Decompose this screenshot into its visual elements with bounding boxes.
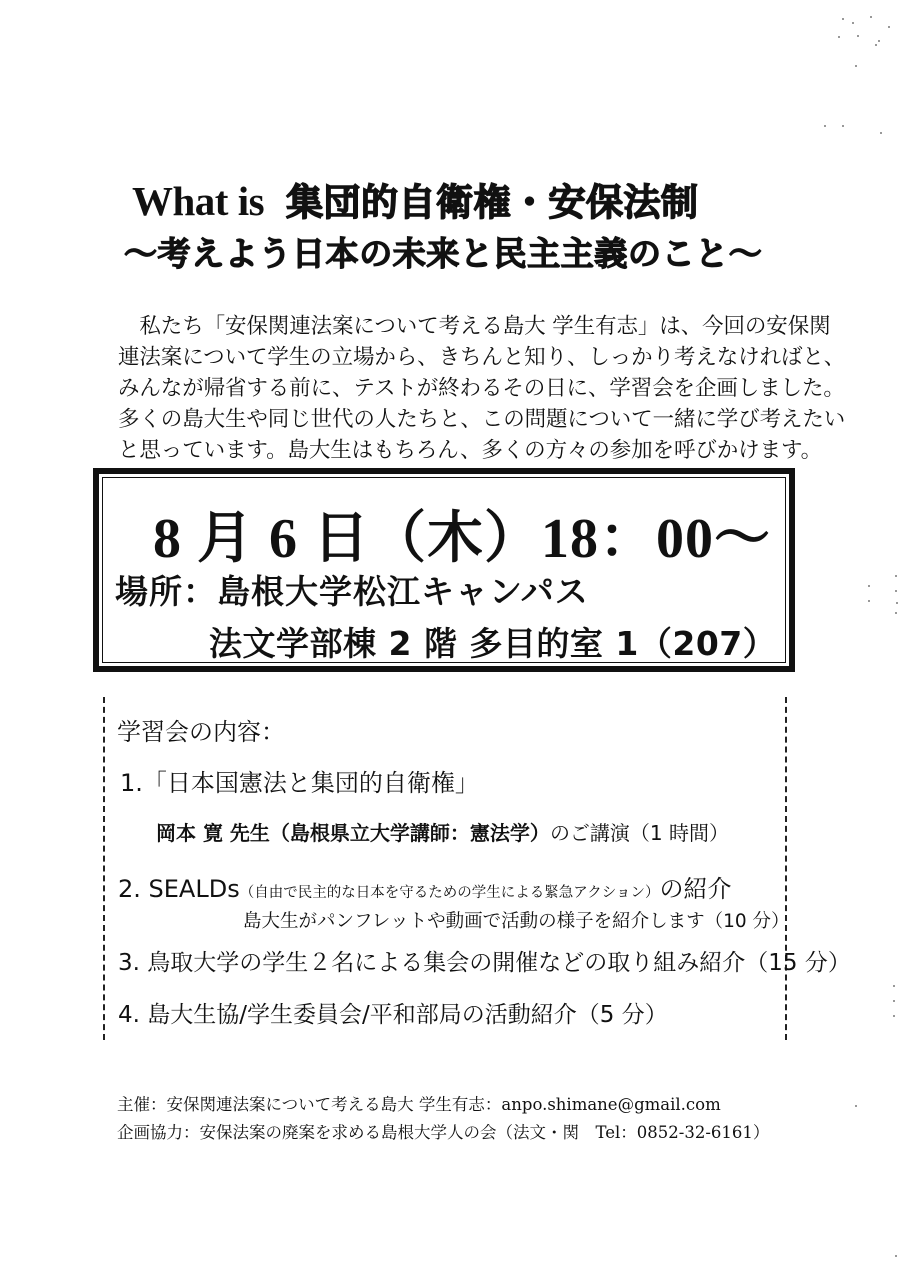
program-item-2 (118, 869, 731, 904)
scan-speck (895, 612, 897, 614)
program-right-dashed-border (785, 697, 787, 1040)
intro-line: みんなが帰省する前に、テストが終わるその日に、学習会を企画しました。 (118, 376, 845, 401)
sealds-full-name: （自由で民主的な日本を守るための学生による緊急アクション） (239, 885, 660, 901)
program-item-2-detail: 島大生がパンフレットや動画で活動の様子を紹介します（10 分） (243, 911, 790, 932)
intro-line: 多くの島大生や同じ世代の人たちと、この問題について一緒に学び考えたい (118, 407, 846, 432)
lecturer-info: 岡本 寛 先生（島根県立大学講師：憲法学） (156, 821, 550, 845)
scan-speck (875, 44, 877, 46)
scan-speck (855, 65, 857, 67)
event-venue: 場所：島根大学松江キャンパス (115, 572, 589, 611)
scan-speck (893, 1000, 895, 1002)
scan-speck (838, 36, 840, 38)
program-item-1-detail (156, 817, 729, 846)
document-subtitle: ～考えよう日本の未来と民主主義のこと～ (124, 234, 763, 273)
footer-credits (117, 1091, 769, 1147)
scan-speck (855, 1105, 857, 1107)
scan-speck (852, 22, 854, 24)
scan-speck (857, 35, 859, 37)
document-title (132, 172, 699, 222)
intro-line: 私たち「安保関連法案について考える島大 学生有志」は、今回の安保関 (118, 314, 831, 339)
program-left-dashed-border (103, 697, 105, 1040)
scan-speck (888, 26, 890, 28)
program-item-1: 1.「日本国憲法と集団的自衛権」 (120, 769, 479, 797)
scan-speck (824, 125, 826, 127)
scan-speck (868, 600, 870, 602)
program-item-4: 4. 島大生協/学生委員会/平和部局の活動紹介（5 分） (118, 1002, 668, 1028)
scan-speck (896, 602, 898, 604)
scan-speck (870, 16, 872, 18)
scan-speck (842, 18, 844, 20)
intro-line: 連法案について学生の立場から、きちんと知り、しっかり考えなければと、 (118, 345, 846, 370)
title-japanese: 集団的自衛権・安保法制 (286, 181, 699, 224)
event-info-box (93, 468, 795, 672)
program-heading: 学習会の内容： (117, 718, 285, 746)
scan-speck (895, 1255, 897, 1257)
event-room: 法文学部棟 2 階 多目的室 1（207） (209, 624, 777, 663)
scan-speck (868, 585, 870, 587)
program-item-3: 3. 鳥取大学の学生２名による集会の開催などの取り組み紹介（15 分） (118, 950, 851, 976)
cooperation-line: 企画協力：安保法案の廃案を求める島根大学人の会（法文・関 Tel：0852-32-6161） (117, 1123, 770, 1142)
organizer-line: 主催：安保関連法案について考える島大 学生有志：anpo.shimane@gmail.com (117, 1095, 721, 1114)
item-2-suffix: の紹介 (659, 875, 732, 903)
scan-speck (895, 590, 897, 592)
item-2-prefix: 2. SEALDs (118, 875, 240, 903)
event-date-time: 8 月 6 日（木）18：00～ (153, 508, 771, 570)
intro-paragraph (118, 311, 846, 466)
scan-speck (893, 1015, 895, 1017)
scan-speck (842, 125, 844, 127)
title-english: What is (132, 178, 265, 224)
intro-line: と思っています。島大生はもちろん、多くの方々の参加を呼びかけます。 (118, 438, 823, 463)
scan-speck (893, 985, 895, 987)
scan-speck (880, 132, 882, 134)
scan-speck (895, 575, 897, 577)
scan-speck (878, 40, 880, 42)
lecture-duration: のご講演（1 時間） (549, 821, 730, 845)
